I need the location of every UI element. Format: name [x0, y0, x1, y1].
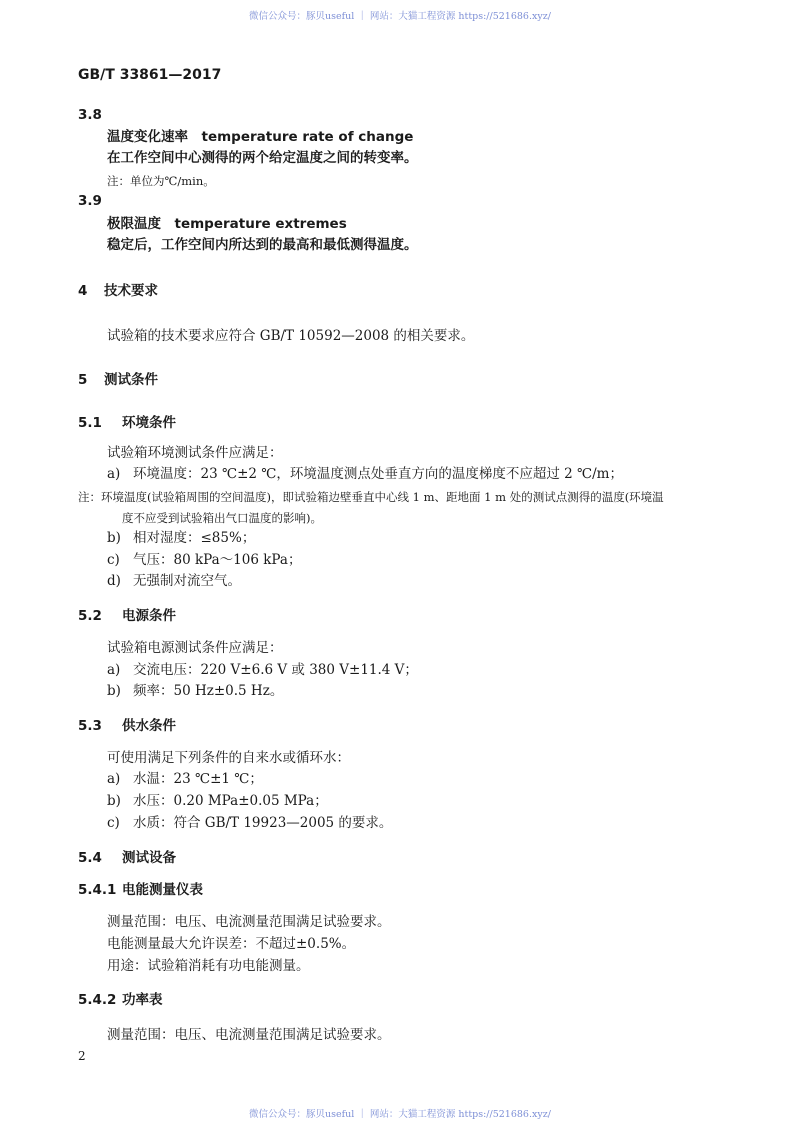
list-item: a) 环境温度：23 ℃±2 ℃，环境温度测点处垂直方向的温度梯度不应超过 2 ℃/m；	[107, 466, 623, 482]
watermark-top: 微信公众号：豚贝useful ｜ 网站：大猫工程资源 https://521686.xyz/	[249, 11, 551, 22]
clause-number: 3.9	[78, 193, 102, 209]
watermark-bottom: 微信公众号：豚贝useful ｜ 网站：大猫工程资源 https://521686.xyz/	[249, 1109, 551, 1120]
list-item: d) 无强制对流空气。	[107, 573, 241, 589]
standard-header: GB/T 33861—2017	[78, 67, 222, 83]
subsection-heading: 5.4 测试设备	[78, 850, 176, 866]
page-number: 2	[78, 1049, 86, 1063]
list-item: a) 水温：23 ℃±1 ℃；	[107, 771, 263, 787]
paragraph: 用途：试验箱消耗有功电能测量。	[107, 958, 310, 974]
term-definition: 稳定后，工作空间内所达到的最高和最低测得温度。	[107, 237, 418, 253]
paragraph: 试验箱环境测试条件应满足：	[107, 445, 283, 461]
subsection-heading: 5.4.1 电能测量仪表	[78, 882, 203, 898]
subsection-heading: 5.4.2 功率表	[78, 992, 163, 1008]
list-item: b) 水压：0.20 MPa±0.05 MPa；	[107, 793, 328, 809]
list-item: b) 相对湿度：≤85%；	[107, 530, 256, 546]
note-continued: 度不应受到试验箱出气口温度的影响)。	[122, 511, 322, 525]
term-title: 温度变化速率 temperature rate of change	[107, 129, 414, 145]
subsection-heading: 5.1 环境条件	[78, 415, 176, 431]
clause-number: 3.8	[78, 107, 102, 123]
list-item: c) 水质：符合 GB/T 19923—2005 的要求。	[107, 815, 393, 831]
term-definition: 在工作空间中心测得的两个给定温度之间的转变率。	[107, 150, 418, 166]
paragraph: 电能测量最大允许误差：不超过±0.5%。	[107, 936, 356, 952]
paragraph: 测量范围：电压、电流测量范围满足试验要求。	[107, 914, 391, 930]
paragraph: 可使用满足下列条件的自来水或循环水：	[107, 750, 350, 766]
paragraph: 测量范围：电压、电流测量范围满足试验要求。	[107, 1027, 391, 1043]
list-item: b) 频率：50 Hz±0.5 Hz。	[107, 683, 284, 699]
subsection-heading: 5.2 电源条件	[78, 608, 176, 624]
term-title: 极限温度 temperature extremes	[107, 216, 347, 232]
list-item: c) 气压：80 kPa～106 kPa；	[107, 552, 302, 568]
paragraph: 试验箱电源测试条件应满足：	[107, 640, 283, 656]
section-heading: 4 技术要求	[78, 283, 158, 299]
paragraph: 试验箱的技术要求应符合 GB/T 10592—2008 的相关要求。	[107, 328, 475, 344]
section-heading: 5 测试条件	[78, 372, 158, 388]
note: 注：环境温度(试验箱周围的空间温度)，即试验箱边壁垂直中心线 1 m、距地面 1 m 处的测试点测得的温度(环境温	[78, 490, 664, 504]
subsection-heading: 5.3 供水条件	[78, 718, 176, 734]
list-item: a) 交流电压：220 V±6.6 V 或 380 V±11.4 V；	[107, 662, 418, 678]
note: 注：单位为℃/min。	[107, 174, 215, 188]
